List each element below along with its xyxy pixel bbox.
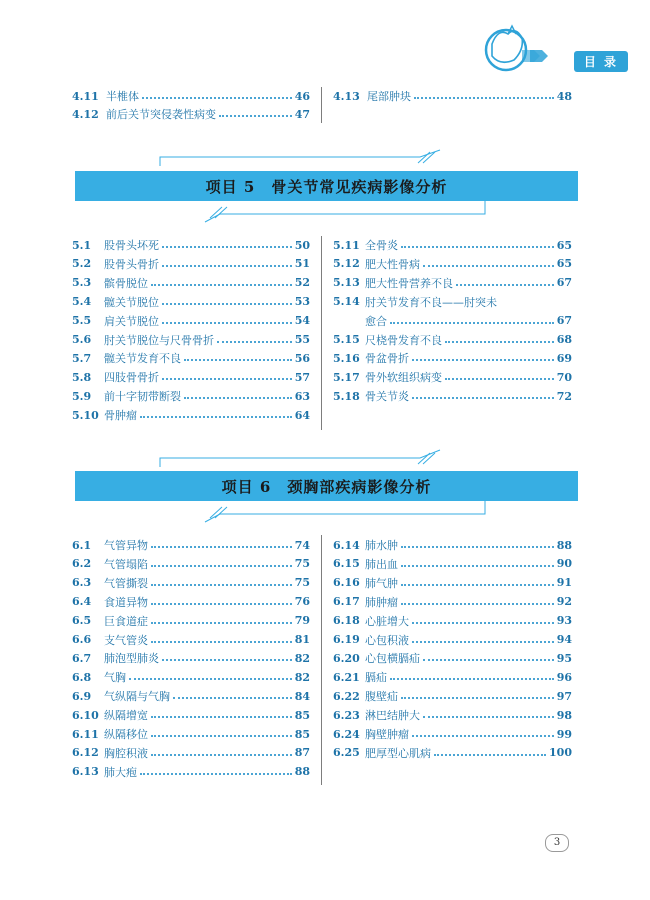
toc-entry[interactable] xyxy=(72,763,310,781)
leader-dots xyxy=(401,603,554,605)
entry-number: 6.19 xyxy=(333,633,360,646)
toc-entry[interactable] xyxy=(333,631,572,649)
entry-title: 髋关节发育不良 xyxy=(104,352,181,366)
entry-title: 骨外软组织病变 xyxy=(365,371,442,385)
entry-title: 肺大疱 xyxy=(104,765,137,779)
leader-dots xyxy=(151,735,292,737)
entry-title: 肘关节脱位与尺骨骨折 xyxy=(104,333,214,347)
entry-page: 74 xyxy=(294,538,310,552)
entry-number: 6.9 xyxy=(72,689,92,703)
entry-number: 5.8 xyxy=(72,370,92,384)
entry-page: 96 xyxy=(556,670,572,684)
entry-title: 心脏增大 xyxy=(365,614,409,628)
entry-title: 肺水肿 xyxy=(365,539,398,552)
toc-entry[interactable] xyxy=(72,536,310,554)
entry-number: 6.1 xyxy=(72,538,92,552)
leader-dots xyxy=(151,565,292,567)
toc-entry[interactable] xyxy=(72,687,310,705)
leader-dots xyxy=(390,678,554,680)
entry-number: 5.17 xyxy=(333,370,360,384)
entry-title: 骨盆骨折 xyxy=(365,352,409,366)
entry-page: 70 xyxy=(556,370,572,384)
entry-title: 前后关节突侵袭性病变 xyxy=(106,108,216,121)
entry-page: 88 xyxy=(294,765,310,779)
entry-title: 半椎体 xyxy=(106,90,139,103)
entry-title: 胸壁肿瘤 xyxy=(365,728,409,741)
entry-number: 6.15 xyxy=(333,557,360,571)
entry-number: 6.2 xyxy=(72,557,92,571)
entry-number: 5.14 xyxy=(333,295,360,309)
section-title-bar xyxy=(75,471,578,501)
entry-page: 67 xyxy=(556,314,572,328)
entry-page: 54 xyxy=(294,314,310,328)
toc-entry[interactable] xyxy=(72,631,310,649)
entry-number: 5.13 xyxy=(333,276,360,290)
leader-dots xyxy=(151,603,292,605)
entry-page: 68 xyxy=(556,333,572,346)
entry-title: 心包积液 xyxy=(365,633,409,647)
leader-dots xyxy=(412,735,554,737)
entry-page: 51 xyxy=(294,257,310,271)
entry-title: 愈合 xyxy=(365,314,387,328)
entry-page: 56 xyxy=(294,351,310,365)
entry-number: 6.18 xyxy=(333,614,360,628)
toc-entry[interactable] xyxy=(72,725,310,743)
entry-number: 6.10 xyxy=(72,708,99,722)
entry-number: 5.11 xyxy=(333,238,360,252)
entry-page: 85 xyxy=(294,708,310,722)
entry-page: 84 xyxy=(294,689,310,703)
entry-title: 四肢骨骨折 xyxy=(104,371,159,385)
entry-title: 前十字韧带断裂 xyxy=(104,390,181,404)
entry-page: 75 xyxy=(294,557,310,571)
entry-number: 6.16 xyxy=(333,576,360,590)
entry-number: 6.14 xyxy=(333,538,360,552)
entry-number: 6.5 xyxy=(72,614,92,628)
entry-page: 94 xyxy=(556,633,572,646)
toc-entry[interactable] xyxy=(333,574,572,592)
entry-number: 5.2 xyxy=(72,257,92,271)
entry-title: 肘关节发育不良——肘突未 xyxy=(365,295,497,309)
entry-title: 支气管炎 xyxy=(104,633,148,647)
toc-entry[interactable] xyxy=(333,536,572,554)
entry-title: 尾部肿块 xyxy=(367,90,411,103)
toc-entry[interactable] xyxy=(72,593,310,611)
leader-dots xyxy=(151,754,292,756)
entry-page: 75 xyxy=(294,576,310,590)
leader-dots xyxy=(401,584,554,586)
column-divider xyxy=(321,535,322,785)
entry-page: 64 xyxy=(294,408,310,422)
entry-number: 6.6 xyxy=(72,633,92,646)
entry-page: 81 xyxy=(294,633,310,646)
leader-dots xyxy=(173,697,292,699)
entry-title: 气管塌陷 xyxy=(104,557,148,571)
entry-page: 46 xyxy=(294,89,310,103)
entry-title: 股骨头坏死 xyxy=(104,239,159,252)
entry-number: 5.4 xyxy=(72,295,92,309)
entry-page: 63 xyxy=(294,389,310,403)
entry-page: 87 xyxy=(294,746,310,760)
entry-number: 5.1 xyxy=(72,238,92,252)
entry-number: 6.4 xyxy=(72,595,92,609)
entry-page: 98 xyxy=(556,708,572,722)
leader-dots xyxy=(162,659,292,661)
leader-dots xyxy=(151,622,292,624)
toc-entry[interactable] xyxy=(333,744,572,762)
leader-dots xyxy=(140,773,292,775)
entry-number: 6.24 xyxy=(333,727,360,741)
toc-entry[interactable] xyxy=(72,744,310,762)
leader-dots xyxy=(151,641,292,643)
leader-dots xyxy=(412,641,554,643)
entry-page: 79 xyxy=(294,614,310,628)
entry-number: 5.10 xyxy=(72,408,99,422)
entry-number: 6.8 xyxy=(72,670,92,684)
entry-page: 53 xyxy=(294,295,310,309)
leader-dots xyxy=(423,716,554,718)
entry-number: 5.9 xyxy=(72,389,92,403)
toc-entry[interactable] xyxy=(72,649,310,667)
entry-title: 髌骨脱位 xyxy=(104,276,148,290)
entry-page: 76 xyxy=(294,595,310,609)
leader-dots xyxy=(151,546,292,548)
entry-title: 气纵隔与气胸 xyxy=(104,690,170,704)
leader-dots xyxy=(401,697,554,699)
entry-title: 骨关节炎 xyxy=(365,390,409,404)
leader-dots xyxy=(401,546,554,548)
entry-page: 52 xyxy=(294,276,310,290)
entry-page: 93 xyxy=(556,614,572,628)
entry-title: 肥大性骨营养不良 xyxy=(365,276,453,290)
entry-title: 膈疝 xyxy=(365,671,387,685)
entry-number: 6.20 xyxy=(333,651,360,665)
entry-page: 48 xyxy=(556,89,572,103)
toc-entry[interactable] xyxy=(333,555,572,573)
entry-number: 6.23 xyxy=(333,708,360,722)
leader-dots xyxy=(412,622,554,624)
page-number: 3 xyxy=(545,834,569,852)
entry-page: 88 xyxy=(556,538,572,552)
leader-dots xyxy=(151,716,292,718)
entry-number: 6.12 xyxy=(72,746,99,760)
toc-entry[interactable] xyxy=(333,612,572,630)
entry-number: 5.15 xyxy=(333,333,360,346)
toc-entry[interactable] xyxy=(333,649,572,667)
toc-entry[interactable] xyxy=(72,555,310,573)
entry-title: 食道异物 xyxy=(104,595,148,609)
entry-title: 肺泡型肺炎 xyxy=(104,652,159,666)
entry-page: 65 xyxy=(556,238,572,252)
entry-number: 6.7 xyxy=(72,651,92,665)
entry-page: 91 xyxy=(556,576,572,590)
section-title: 项目 5 骨关节常见疾病影像分析 xyxy=(205,178,448,196)
entry-number: 6.21 xyxy=(333,670,360,684)
leader-dots xyxy=(401,565,554,567)
entry-number: 6.13 xyxy=(72,765,99,779)
entry-title: 尺桡骨发育不良 xyxy=(365,333,442,347)
entry-page: 67 xyxy=(556,276,572,290)
entry-title: 骨肿瘤 xyxy=(104,409,137,423)
entry-title: 肺肿瘤 xyxy=(365,595,398,609)
entry-page: 82 xyxy=(294,670,310,684)
toc-entry[interactable] xyxy=(72,706,310,724)
entry-title: 股骨头骨折 xyxy=(104,257,159,271)
entry-title: 肥厚型心肌病 xyxy=(365,746,431,760)
entry-title: 巨食道症 xyxy=(104,614,148,628)
entry-page: 82 xyxy=(294,651,310,665)
entry-page: 50 xyxy=(294,238,310,252)
leader-dots xyxy=(129,678,292,680)
entry-number: 4.11 xyxy=(72,89,99,103)
entry-number: 5.5 xyxy=(72,314,92,328)
toc-entry[interactable] xyxy=(72,668,310,686)
toc-entry[interactable] xyxy=(72,574,310,592)
entry-number: 5.7 xyxy=(72,351,92,365)
entry-title: 气管撕裂 xyxy=(104,576,148,590)
entry-title: 肺气肿 xyxy=(365,576,398,590)
entry-title: 气管异物 xyxy=(104,539,148,552)
entry-number: 5.12 xyxy=(333,257,360,271)
entry-page: 47 xyxy=(294,107,310,121)
toc-entry[interactable] xyxy=(333,706,572,724)
toc-entry[interactable] xyxy=(333,593,572,611)
entry-page: 65 xyxy=(556,257,572,271)
entry-page: 90 xyxy=(556,557,572,571)
leader-dots xyxy=(434,754,546,756)
entry-title: 肩关节脱位 xyxy=(104,314,159,328)
entry-number: 5.18 xyxy=(333,389,360,403)
entry-page: 100 xyxy=(549,746,572,760)
toc-entry[interactable] xyxy=(333,725,572,743)
entry-title: 气胸 xyxy=(104,671,126,685)
entry-title: 肥大性骨病 xyxy=(365,257,420,271)
entry-number: 6.17 xyxy=(333,595,360,609)
entry-number: 6.25 xyxy=(333,746,360,760)
entry-title: 胸腔积液 xyxy=(104,746,148,760)
entry-title: 纵隔增宽 xyxy=(104,709,148,723)
entry-title: 淋巴结肿大 xyxy=(365,709,420,723)
entry-number: 6.22 xyxy=(333,689,360,703)
entry-title: 心包横膈疝 xyxy=(365,652,420,666)
toc-entry[interactable] xyxy=(333,668,572,686)
entry-page: 55 xyxy=(294,333,310,346)
entry-title: 纵隔移位 xyxy=(104,728,148,741)
toc-entry[interactable] xyxy=(333,687,572,705)
entry-number: 4.12 xyxy=(72,107,99,121)
entry-title: 髋关节脱位 xyxy=(104,295,159,309)
entry-page: 85 xyxy=(294,727,310,741)
entry-page: 92 xyxy=(556,595,572,609)
entry-page: 97 xyxy=(556,689,572,703)
section-title: 项目 6 颈胸部疾病影像分析 xyxy=(221,478,432,496)
entry-page: 99 xyxy=(556,727,572,741)
entry-page: 69 xyxy=(556,351,572,365)
toc-entry[interactable] xyxy=(72,612,310,630)
entry-number: 5.16 xyxy=(333,351,360,365)
entry-title: 腹壁疝 xyxy=(365,690,398,704)
header-label: 目 录 xyxy=(574,51,628,72)
entry-title: 肺出血 xyxy=(365,557,398,571)
entry-number: 6.11 xyxy=(72,727,99,741)
entry-number: 5.3 xyxy=(72,276,92,290)
entry-page: 57 xyxy=(294,370,310,384)
leader-dots xyxy=(423,659,554,661)
entry-page: 95 xyxy=(556,651,572,665)
entry-number: 6.3 xyxy=(72,576,92,590)
entry-number: 5.6 xyxy=(72,333,92,346)
leader-dots xyxy=(151,584,292,586)
entry-number: 4.13 xyxy=(333,89,360,103)
entry-page: 72 xyxy=(556,389,572,403)
entry-title: 全骨炎 xyxy=(365,239,398,252)
